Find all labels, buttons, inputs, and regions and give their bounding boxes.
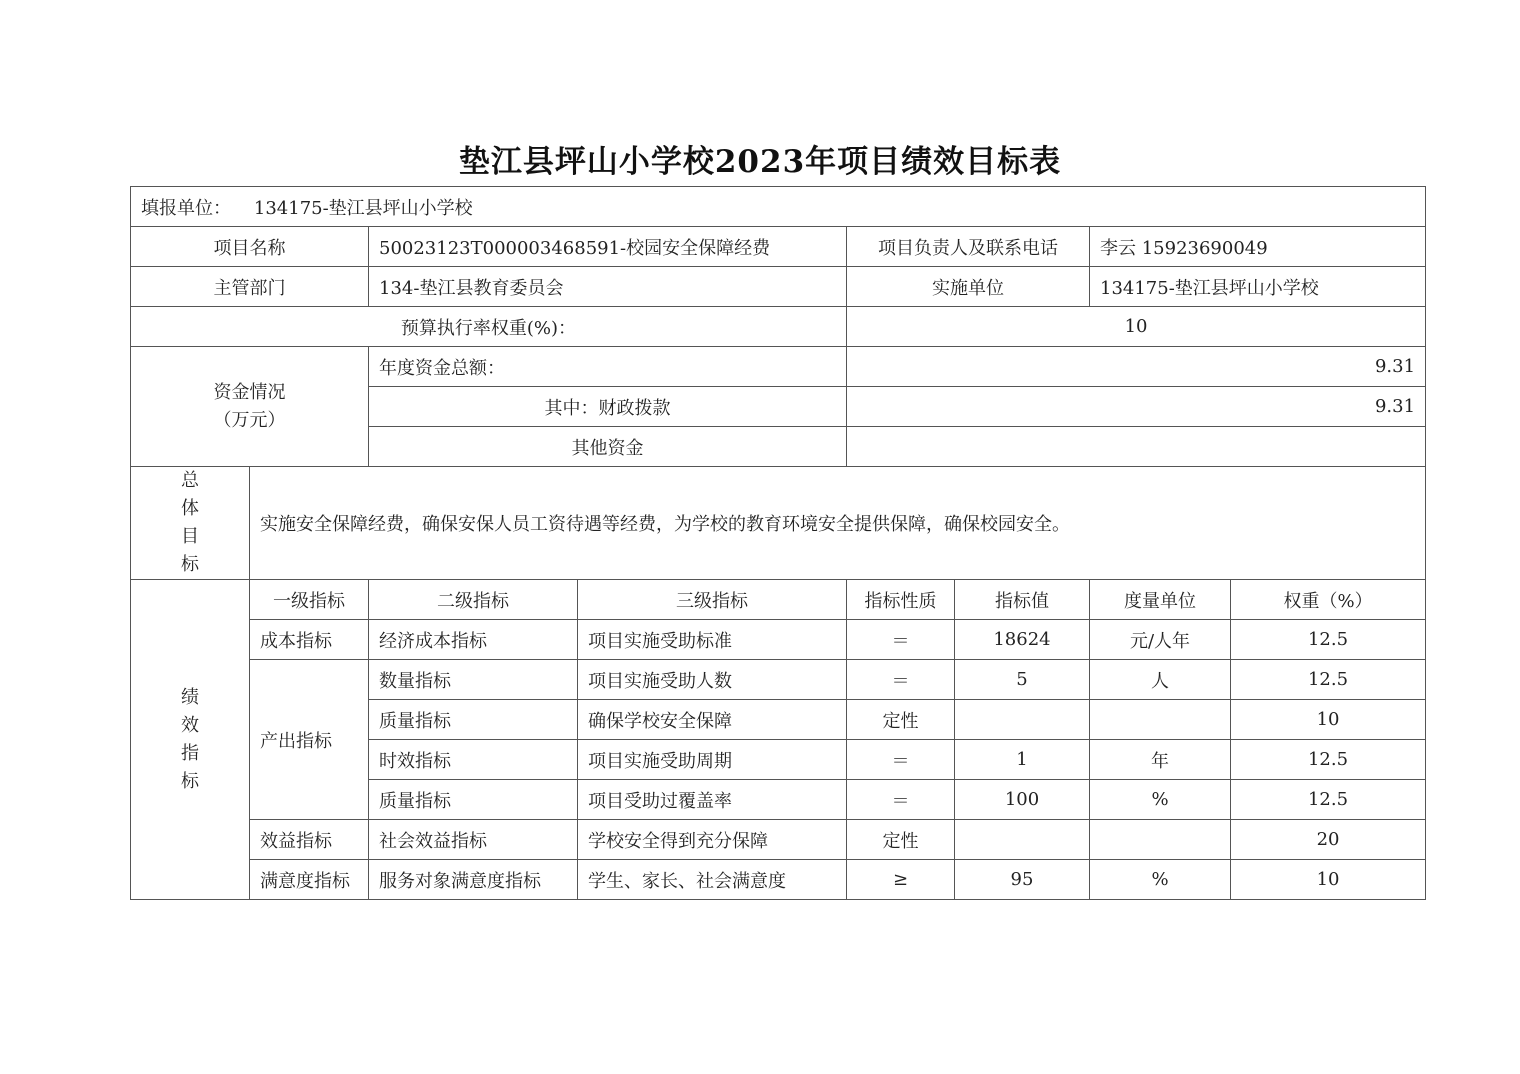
value-cell bbox=[955, 700, 1090, 740]
goal-row bbox=[131, 467, 1426, 580]
funds-total-row bbox=[131, 347, 1426, 387]
goal-label-char: 总 bbox=[181, 470, 199, 491]
budget-rate-value: 10 bbox=[847, 307, 1426, 347]
weight-cell: 12.5 bbox=[1231, 660, 1426, 700]
fill-unit-row bbox=[131, 187, 1426, 227]
indicators-label-char: 绩 bbox=[181, 686, 199, 708]
nature-cell: ≥ bbox=[847, 860, 955, 900]
level3-cell: 项目实施受助周期 bbox=[578, 740, 847, 780]
project-name-row bbox=[131, 227, 1426, 267]
table-row bbox=[131, 820, 1426, 860]
header-level2: 二级指标 bbox=[369, 580, 578, 620]
unit-cell: 元/人年 bbox=[1090, 620, 1231, 660]
weight-cell: 12.5 bbox=[1231, 740, 1426, 780]
level1-satisfaction: 满意度指标 bbox=[250, 860, 369, 900]
header-nature: 指标性质 bbox=[847, 580, 955, 620]
table-row bbox=[131, 660, 1426, 700]
value-cell bbox=[955, 820, 1090, 860]
level1-benefit: 效益指标 bbox=[250, 820, 369, 860]
header-unit: 度量单位 bbox=[1090, 580, 1231, 620]
level3-cell: 项目实施受助人数 bbox=[578, 660, 847, 700]
level2-cell: 服务对象满意度指标 bbox=[369, 860, 578, 900]
fill-unit-label: 填报单位： bbox=[141, 197, 231, 219]
project-name-label: 项目名称 bbox=[131, 227, 369, 267]
funds-fiscal-value: 9.31 bbox=[847, 387, 1426, 427]
indicators-label-char: 效 bbox=[181, 714, 199, 736]
funds-fiscal-label: 其中：财政拨款 bbox=[369, 387, 847, 427]
funds-label bbox=[131, 347, 369, 467]
header-level1: 一级指标 bbox=[250, 580, 369, 620]
performance-table bbox=[130, 186, 1426, 900]
nature-cell: ＝ bbox=[847, 780, 955, 820]
nature-cell: 定性 bbox=[847, 700, 955, 740]
unit-cell: 人 bbox=[1090, 660, 1231, 700]
funds-total-label: 年度资金总额： bbox=[369, 347, 847, 387]
unit-cell bbox=[1090, 700, 1231, 740]
project-name-value: 50023123T000003468591-校园安全保障经费 bbox=[369, 227, 847, 267]
level2-cell: 质量指标 bbox=[369, 700, 578, 740]
nature-cell: ＝ bbox=[847, 740, 955, 780]
weight-cell: 10 bbox=[1231, 860, 1426, 900]
budget-rate-label: 预算执行率权重(%)： bbox=[131, 307, 847, 347]
budget-rate-row bbox=[131, 307, 1426, 347]
contact-label: 项目负责人及联系电话 bbox=[847, 227, 1090, 267]
value-cell: 18624 bbox=[955, 620, 1090, 660]
goal-label-char: 标 bbox=[181, 554, 199, 575]
indicators-label bbox=[131, 580, 250, 900]
dept-label: 主管部门 bbox=[131, 267, 369, 307]
contact-value: 李云 15923690049 bbox=[1090, 227, 1426, 267]
level3-cell: 项目实施受助标准 bbox=[578, 620, 847, 660]
funds-other-value bbox=[847, 427, 1426, 467]
level3-cell: 学校安全得到充分保障 bbox=[578, 820, 847, 860]
level2-cell: 质量指标 bbox=[369, 780, 578, 820]
unit-cell: 年 bbox=[1090, 740, 1231, 780]
header-level3: 三级指标 bbox=[578, 580, 847, 620]
nature-cell: ＝ bbox=[847, 620, 955, 660]
level3-cell: 学生、家长、社会满意度 bbox=[578, 860, 847, 900]
goal-label-char: 体 bbox=[181, 498, 199, 519]
table-row bbox=[131, 860, 1426, 900]
funds-label-line1: 资金情况 bbox=[213, 381, 286, 403]
level1-cost: 成本指标 bbox=[250, 620, 369, 660]
weight-cell: 20 bbox=[1231, 820, 1426, 860]
indicators-label-char: 标 bbox=[181, 770, 199, 792]
level2-cell: 数量指标 bbox=[369, 660, 578, 700]
indicator-header-row bbox=[131, 580, 1426, 620]
value-cell: 1 bbox=[955, 740, 1090, 780]
dept-value: 134-垫江县教育委员会 bbox=[369, 267, 847, 307]
value-cell: 5 bbox=[955, 660, 1090, 700]
impl-unit-label: 实施单位 bbox=[847, 267, 1090, 307]
weight-cell: 12.5 bbox=[1231, 780, 1426, 820]
header-value: 指标值 bbox=[955, 580, 1090, 620]
level1-output: 产出指标 bbox=[250, 660, 369, 820]
header-weight: 权重（%） bbox=[1231, 580, 1426, 620]
weight-cell: 12.5 bbox=[1231, 620, 1426, 660]
impl-unit-value: 134175-垫江县坪山小学校 bbox=[1090, 267, 1426, 307]
level3-cell: 项目受助过覆盖率 bbox=[578, 780, 847, 820]
goal-label-char: 目 bbox=[181, 526, 199, 547]
nature-cell: ＝ bbox=[847, 660, 955, 700]
unit-cell: % bbox=[1090, 860, 1231, 900]
level2-cell: 时效指标 bbox=[369, 740, 578, 780]
nature-cell: 定性 bbox=[847, 820, 955, 860]
funds-label-line2: （万元） bbox=[213, 409, 286, 431]
goal-text: 实施安全保障经费，确保安保人员工资待遇等经费，为学校的教育环境安全提供保障，确保校园安全。 bbox=[250, 467, 1426, 580]
dept-row bbox=[131, 267, 1426, 307]
value-cell: 100 bbox=[955, 780, 1090, 820]
goal-label bbox=[131, 467, 250, 580]
indicators-label-char: 指 bbox=[181, 742, 199, 764]
level2-cell: 社会效益指标 bbox=[369, 820, 578, 860]
level3-cell: 确保学校安全保障 bbox=[578, 700, 847, 740]
fill-unit-value: 134175-垫江县坪山小学校 bbox=[253, 197, 473, 219]
unit-cell bbox=[1090, 820, 1231, 860]
value-cell: 95 bbox=[955, 860, 1090, 900]
table-row bbox=[131, 620, 1426, 660]
fill-unit-cell bbox=[131, 187, 1426, 227]
page-title: 垫江县坪山小学校2023年项目绩效目标表 bbox=[458, 144, 1062, 180]
weight-cell: 10 bbox=[1231, 700, 1426, 740]
unit-cell: % bbox=[1090, 780, 1231, 820]
funds-other-label: 其他资金 bbox=[369, 427, 847, 467]
funds-total-value: 9.31 bbox=[847, 347, 1426, 387]
level2-cell: 经济成本指标 bbox=[369, 620, 578, 660]
